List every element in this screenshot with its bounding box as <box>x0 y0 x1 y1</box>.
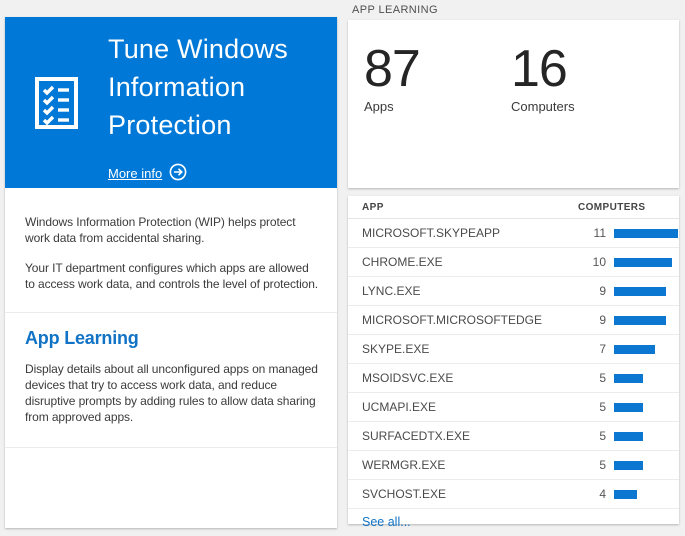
table-row[interactable] <box>348 335 679 364</box>
computers-count: 10 <box>592 255 606 269</box>
app-table-body <box>348 219 679 509</box>
app-name: SURFACEDTX.EXE <box>362 429 471 443</box>
app-name: UCMAPI.EXE <box>362 400 437 414</box>
bar-cell <box>606 258 679 267</box>
computers-bar <box>614 258 672 267</box>
computers-count: 5 <box>599 458 606 472</box>
app-name: WERMGR.EXE <box>362 458 446 472</box>
computers-label: Computers <box>511 99 575 114</box>
app-learning-summary-card <box>348 20 679 188</box>
bar-cell <box>606 229 679 238</box>
app-name: MSOIDSVC.EXE <box>362 371 454 385</box>
computers-bar <box>614 490 637 499</box>
apps-count: 87 <box>364 40 420 98</box>
bar-cell <box>606 345 679 354</box>
table-row[interactable] <box>348 306 679 335</box>
computers-bar <box>614 461 643 470</box>
more-info-link[interactable] <box>108 163 187 184</box>
computers-bar <box>614 287 666 296</box>
apps-stat <box>364 42 420 114</box>
column-header-computers: COMPUTERS <box>578 201 646 213</box>
app-name: CHROME.EXE <box>362 255 443 269</box>
app-learning-table-card <box>348 196 679 529</box>
computers-count: 11 <box>593 226 606 240</box>
computers-bar <box>614 229 678 238</box>
table-row[interactable] <box>348 277 679 306</box>
bar-cell <box>606 374 679 383</box>
table-row[interactable] <box>348 480 679 509</box>
bar-cell <box>606 403 679 412</box>
computers-count: 5 <box>599 429 606 443</box>
computers-bar <box>614 374 643 383</box>
table-row[interactable] <box>348 451 679 480</box>
computers-bar <box>614 403 643 412</box>
column-header-app: APP <box>362 201 384 213</box>
wip-tile-header <box>5 17 337 188</box>
app-name: SVCHOST.EXE <box>362 487 447 501</box>
checklist-icon <box>35 77 78 129</box>
app-name: MICROSOFT.SKYPEAPP <box>362 226 501 240</box>
see-all-link[interactable]: See all... <box>362 514 411 529</box>
computers-count: 9 <box>599 313 606 327</box>
table-row[interactable] <box>348 393 679 422</box>
app-learning-description: Display details about all unconfigured apps on managed devices that try to access work data, and reduce disruptive prompts by adding rules to allow data sharing from approved apps. <box>25 362 318 424</box>
divider <box>5 312 337 313</box>
wip-info-card <box>5 17 337 528</box>
computers-bar <box>614 316 666 325</box>
bar-cell <box>606 316 679 325</box>
more-info-label: More info <box>108 166 163 181</box>
table-row[interactable] <box>348 364 679 393</box>
computers-count: 7 <box>599 342 606 356</box>
app-name: SKYPE.EXE <box>362 342 430 356</box>
computers-count: 5 <box>599 400 606 414</box>
table-row[interactable] <box>348 248 679 277</box>
wip-description-paragraph-1: Windows Information Protection (WIP) helps protect work data from accidental sharing. <box>25 215 296 245</box>
arrow-right-circle-icon <box>169 163 187 184</box>
app-learning-section-label: APP LEARNING <box>352 4 438 16</box>
computers-stat <box>511 42 575 114</box>
divider <box>5 447 337 448</box>
wip-card-body <box>5 188 337 448</box>
computers-count: 16 <box>511 40 567 98</box>
app-name: LYNC.EXE <box>362 284 421 298</box>
computers-count: 4 <box>599 487 606 501</box>
bar-cell <box>606 461 679 470</box>
computers-count: 5 <box>599 371 606 385</box>
table-row[interactable] <box>348 422 679 451</box>
table-row[interactable] <box>348 219 679 248</box>
bar-cell <box>606 432 679 441</box>
app-learning-heading: App Learning <box>25 328 139 348</box>
bar-cell <box>606 287 679 296</box>
computers-bar <box>614 345 655 354</box>
wip-description-paragraph-2: Your IT department configures which apps are allowed to access work data, and controls the level of protection. <box>25 261 319 291</box>
apps-label: Apps <box>364 99 394 114</box>
app-name: MICROSOFT.MICROSOFTEDGE <box>362 313 542 327</box>
computers-count: 9 <box>599 284 606 298</box>
bar-cell <box>606 490 679 499</box>
table-header-row <box>348 196 679 219</box>
wip-card-title: Tune Windows Information Protection <box>108 34 288 140</box>
computers-bar <box>614 432 643 441</box>
